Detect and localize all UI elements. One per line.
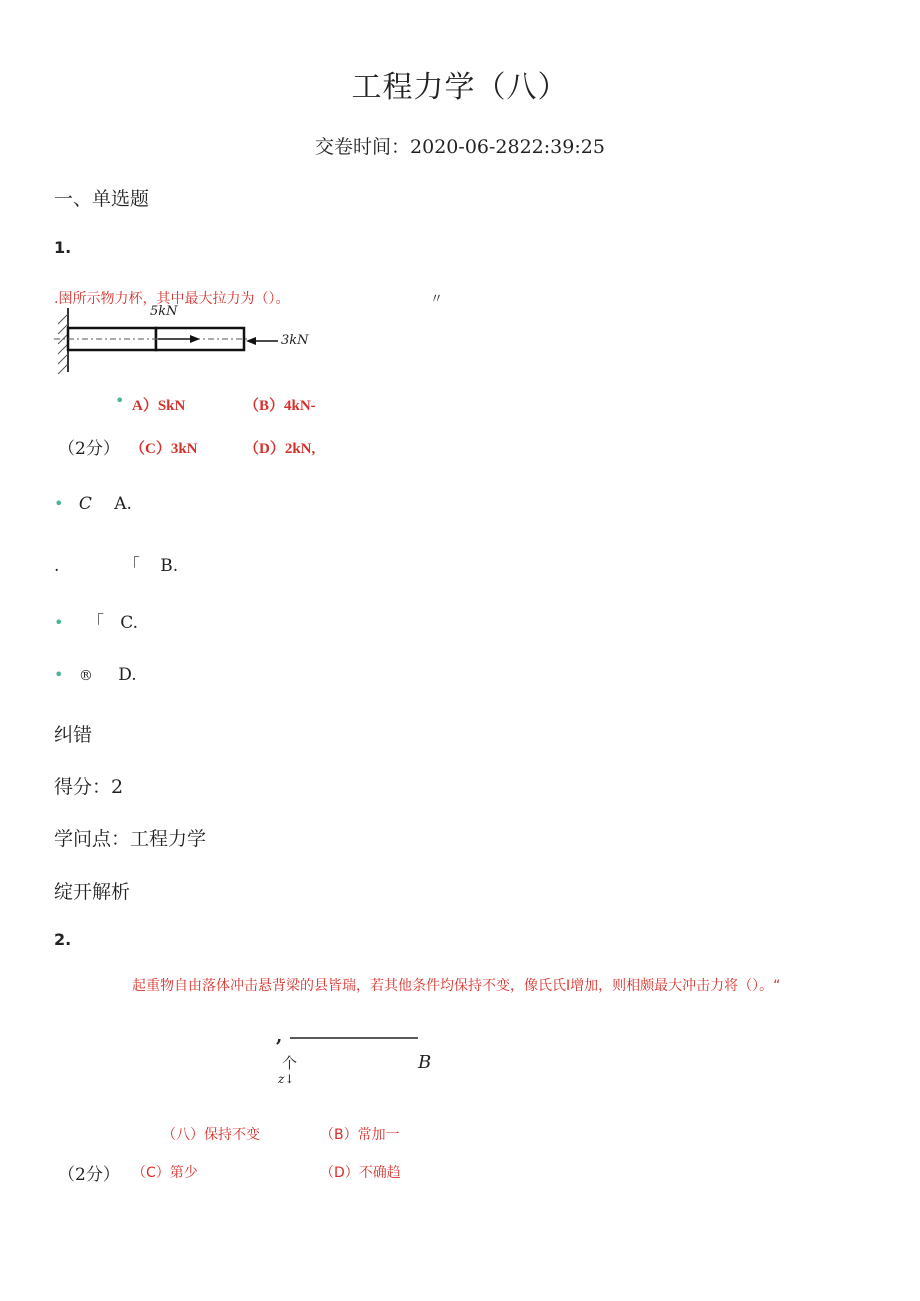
option-bullet: .	[54, 556, 60, 576]
question-number: 2.	[54, 930, 72, 949]
option-bullet: •	[54, 494, 64, 513]
choice-b-text: （B）常加一	[320, 1127, 400, 1143]
choice-c-text: （C）第少	[132, 1165, 198, 1181]
choice-b-text: （B）4kN-	[244, 398, 316, 414]
radio-icon[interactable]: 「	[86, 613, 104, 633]
arrow-up-icon: 个	[282, 1054, 298, 1072]
score-label: （2分）	[58, 439, 120, 459]
option-label: B.	[160, 556, 179, 576]
score-value: 得分：2	[54, 776, 124, 798]
score-label: （2分）	[58, 1165, 120, 1185]
radio-icon[interactable]: C	[78, 494, 92, 514]
option-bullet: •	[54, 613, 64, 632]
figure-z-label: z↓	[278, 1072, 295, 1086]
answer-option-d[interactable]	[54, 665, 137, 685]
answer-option-c[interactable]	[54, 608, 138, 633]
question-number: 1.	[54, 238, 72, 257]
radio-selected-icon[interactable]: ®	[78, 668, 93, 684]
bar-force-figure	[50, 304, 320, 376]
beam-impact-figure	[276, 1026, 426, 1096]
option-bullet: •	[54, 665, 64, 684]
figure-label-b: B	[418, 1052, 432, 1073]
figure-comma: ,	[276, 1026, 283, 1047]
choice-a-text: A）SkN	[132, 398, 186, 414]
choice-d-text: （D）不确趋	[320, 1165, 401, 1181]
stem-mark: 〃	[430, 292, 444, 307]
answer-option-a[interactable]	[54, 494, 132, 514]
question-stem: 起重物自由落体冲击悬背梁的县皆瑞，若其他条件均保持不变，像氏氏I增加，则相颇最大冲击力将（）。“	[132, 978, 781, 994]
submit-time: 交卷时间：2020-06-2822:39:25	[315, 136, 605, 158]
option-label: D.	[118, 665, 137, 685]
choice-d-text: （D）2kN,	[244, 441, 316, 457]
expand-analysis-link[interactable]: 绽开解析	[54, 881, 131, 903]
bullet-icon: •	[115, 391, 125, 410]
figure-label-5kn: 5kN	[150, 304, 178, 319]
choice-a-text: （八）保持不变	[162, 1127, 260, 1143]
option-label: A.	[114, 494, 132, 514]
knowledge-point: 学问点：工程力学	[54, 828, 207, 850]
radio-icon[interactable]: 「	[122, 556, 140, 576]
answer-option-b[interactable]	[54, 551, 178, 576]
option-label: C.	[120, 613, 139, 633]
page-title: 工程力学（八）	[351, 70, 569, 105]
question-stem: .圉所示物力杯，其中最大拉力为（）。	[54, 291, 290, 307]
choice-c-text: （C）3kN	[130, 441, 198, 457]
section-heading: 一、单选题	[54, 188, 150, 210]
correction-link[interactable]: 纠错	[54, 724, 93, 746]
figure-label-3kn: 3kN	[281, 333, 309, 348]
